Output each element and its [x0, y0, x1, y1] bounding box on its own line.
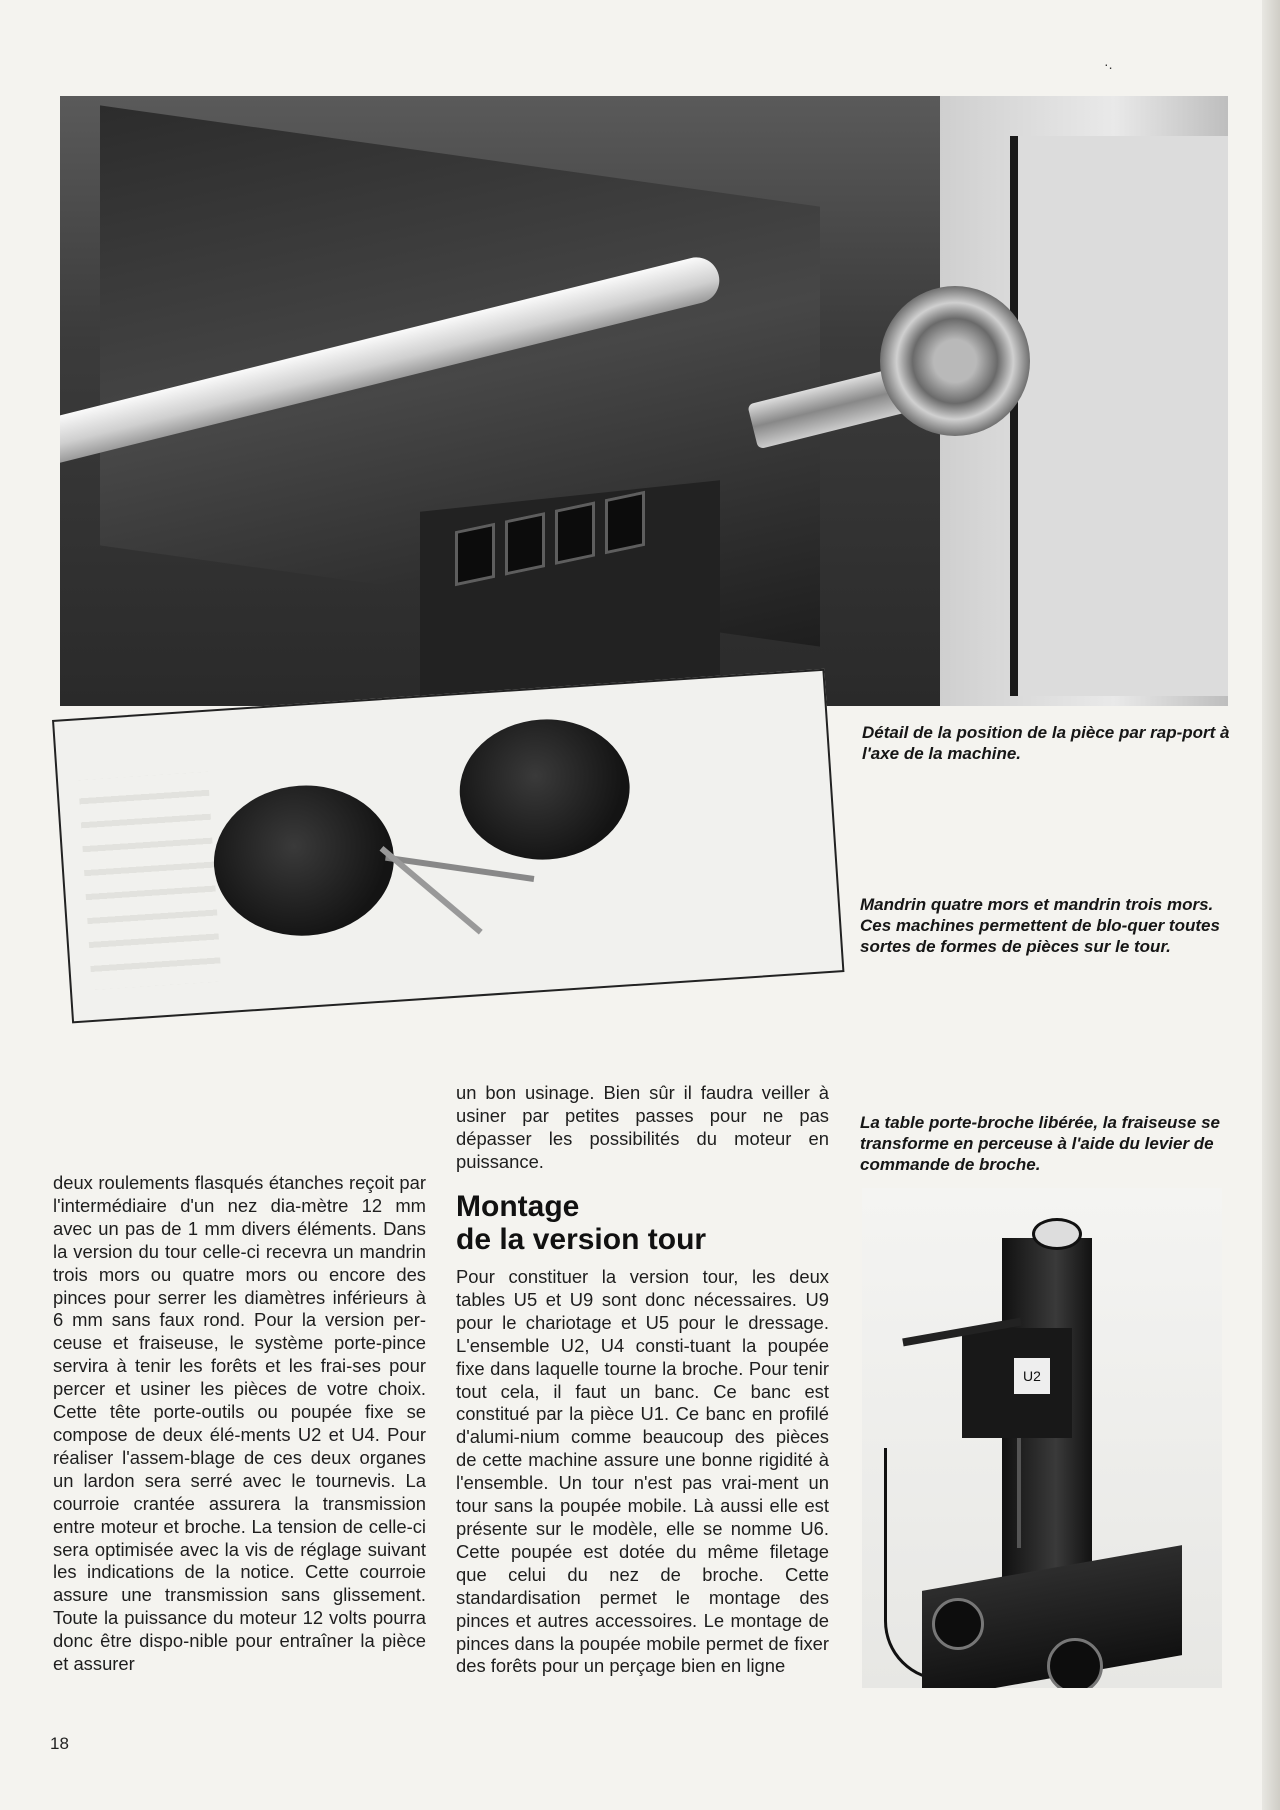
section-heading-line1: Montage [456, 1190, 580, 1223]
drill-bit [1017, 1438, 1021, 1548]
top-knob [1032, 1218, 1082, 1250]
caption-milling-detail: Détail de la position de la pièce par rap-port à l'axe de la machine. [862, 723, 1230, 763]
photo-drill-press [862, 1188, 1222, 1688]
chuck-key-pin [380, 846, 483, 934]
section-heading-line2: de la version tour [456, 1223, 707, 1256]
body-column-middle-top: un bon usinage. Bien sûr il faudra veiller à usiner par petites passes pour ne pas dépasser les possibilités du moteur en puissance. [456, 1082, 829, 1172]
spindle-chuck [880, 286, 1030, 436]
caption-drill-press: La table porte-broche libérée, la fraiseuse se transforme en perceuse à l'aide du levier de commande de broche. [860, 1113, 1220, 1174]
page-number: 18 [50, 1734, 69, 1753]
page-edge [1262, 0, 1280, 1810]
photo-milling-detail [60, 96, 1228, 706]
three-jaw-chuck [455, 714, 634, 865]
body-column-left: deux roulements flasqués étanches reçoit par l'intermédiaire d'un nez dia-mètre 12 mm avec un pas de 1 mm divers éléments. Dans la version du tour celle-ci recevra un mandrin trois mors ou quatre mors ou encore des pinces pour serrer les diamètres inférieurs à 6 mm sans faux rond. Pour la version per-ceuse et fraiseuse, le système porte-pince servira à tenir les forêts et les frai-ses pour percer et usiner les pièces de votre choix. Cette tête porte-outils ou poupée fixe se compose de deux élé-ments U2 et U4. Pour réaliser l'assem-blage de ces deux organes un lardon sera serré avec le tournevis. La courroie crantée assurera la transmission entre moteur et broche. La tension de celle-ci sera optimisée avec la vis de réglage suivant les indications de la notice. Cette courroie assure une transmission sans glissement. Toute la puissance du moteur 12 volts pourra donc être dispo-nible pour entraîner la pièce et assurer [53, 1172, 426, 1675]
machine-panel [1010, 136, 1228, 696]
four-jaw-chuck [209, 780, 399, 942]
print-specks: ·. [1104, 56, 1113, 72]
bleed-through-text [78, 772, 222, 990]
caption-chucks: Mandrin quatre mors et mandrin trois mors. Ces machines permettent de blo-quer toutes sortes de formes de pièces sur le tour. [860, 895, 1220, 956]
table-knob [1047, 1638, 1103, 1688]
body-column-middle: Pour constituer la version tour, les deux tables U5 et U9 sont donc nécessaires. U9 pour le chariotage et U5 pour le dressage. L'ensemble U2, U4 consti-tuant la poupée fixe dans laquelle tourne la broche. Pour tenir tout cela, il faut un banc. Ce banc est constitué par la pièce U1. Ce banc en profilé d'alumi-nium comme beaucoup des pièces de cette machine assure une bonne rigidité à l'ensemble. Un tour n'est pas vrai-ment un tour sans la poupée mobile. Là aussi elle est présente sur le modèle, elle se nomme U6. Cette poupée est dotée du même filetage que celui du nez de broche. Cette standardisation permet le montage des pinces et autres accessoires. Le montage de pinces dans la poupée mobile permet de fixer des forêts pour un perçage bien en ligne [456, 1266, 829, 1677]
drill-head-label: U2 [1014, 1358, 1050, 1394]
table-knob [932, 1598, 984, 1650]
section-heading [456, 1190, 829, 1256]
photo-chucks [52, 669, 844, 1024]
